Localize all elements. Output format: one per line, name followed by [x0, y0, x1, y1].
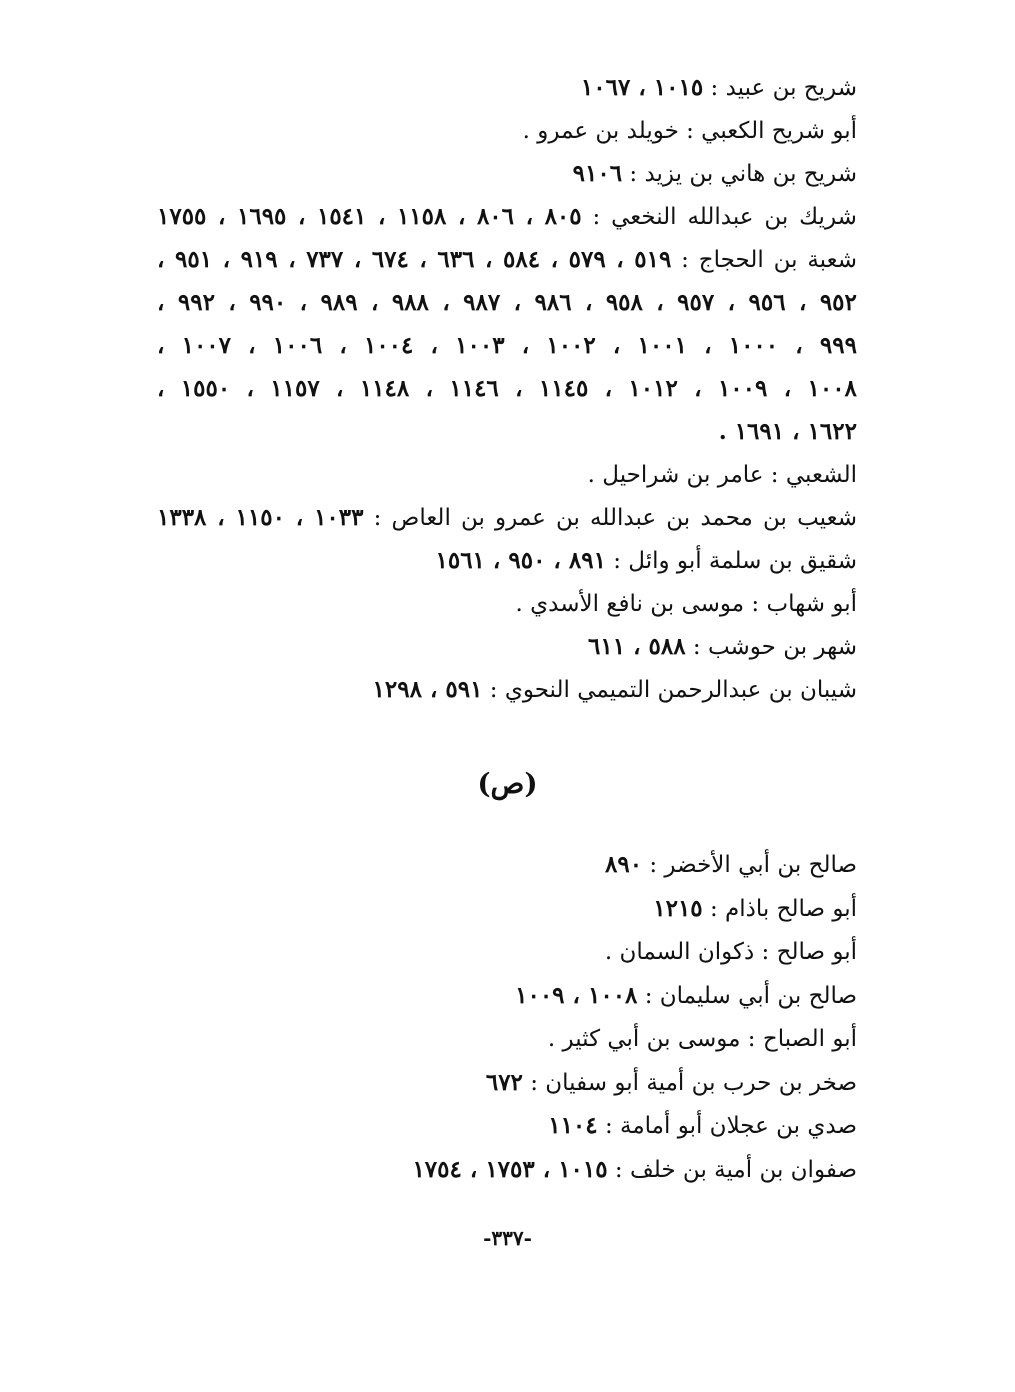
index-entry	[157, 887, 857, 931]
entry-refs: ٥٨٨ ، ٦١١	[588, 633, 686, 660]
index-entry	[157, 195, 857, 238]
index-entry-continuation	[157, 324, 857, 367]
index-entry	[157, 152, 857, 195]
entry-refs: ٨٠٥ ، ٨٠٦ ، ١١٥٨ ، ١٥٤١ ، ١٦٩٥ ، ١٧٥٥	[157, 203, 582, 230]
entry-refs: ١٠٣٣ ، ١١٥٠ ، ١٣٣٨	[157, 504, 364, 531]
entry-name: شهر بن حوشب :	[685, 634, 857, 660]
entry-name: أبو صالح : ذكوان السمان .	[604, 939, 857, 965]
entry-name: شريح بن هاني بن يزيد :	[622, 161, 857, 187]
entry-refs: ٩١٠٦	[572, 160, 623, 187]
section-heading: (ص)	[477, 767, 538, 800]
index-entry	[157, 238, 857, 281]
index-entry	[157, 453, 857, 496]
index-entry-continuation	[157, 367, 857, 410]
entry-name: شريك بن عبدالله النخعي :	[581, 204, 857, 230]
index-entry	[157, 843, 857, 887]
index-entry	[157, 1148, 857, 1192]
entry-refs: ١٠٠٨ ، ١٠٠٩ ، ١٠١٢ ، ١١٤٥ ، ١١٤٦ ، ١١٤٨ ، ١١٥٧ ، ١٥٥٠ ،	[157, 375, 857, 402]
index-entries-sad	[157, 843, 857, 1191]
entry-refs: ١٦٢٢ ، ١٦٩١ .	[718, 418, 857, 445]
index-entry	[157, 539, 857, 582]
index-entry	[157, 496, 857, 539]
index-entry	[157, 109, 857, 152]
entry-name: أبو شهاب : موسى بن نافع الأسدي .	[515, 591, 857, 617]
page-number: -٣٣٧-	[483, 1226, 532, 1250]
entry-name: أبو شريح الكعبي : خويلد بن عمرو .	[522, 118, 857, 144]
entry-refs: ١٠١٥ ، ١٧٥٣ ، ١٧٥٤	[412, 1155, 608, 1183]
entry-name: شريح بن عبيد :	[703, 75, 857, 101]
entry-refs: ٩٩٩ ، ١٠٠٠ ، ١٠٠١ ، ١٠٠٢ ، ١٠٠٣ ، ١٠٠٤ ، ١٠٠٦ ، ١٠٠٧ ،	[157, 332, 857, 359]
entry-refs: ١٢١٥	[653, 894, 703, 922]
entry-refs: ٥١٩ ، ٥٧٩ ، ٥٨٤ ، ٦٣٦ ، ٦٧٤ ، ٧٣٧ ، ٩١٩ ، ٩٥١ ،	[157, 246, 672, 273]
entry-refs: ٨٩٠	[605, 851, 643, 878]
index-entries-shin	[157, 66, 857, 711]
index-entry	[157, 1061, 857, 1105]
entry-name: شعيب بن محمد بن عبدالله بن عمرو بن العاص :	[363, 505, 857, 531]
entry-name: صالح بن أبي الأخضر :	[642, 852, 857, 878]
index-entry	[157, 625, 857, 668]
index-entry	[157, 66, 857, 109]
entry-name: صخر بن حرب بن أمية أبو سفيان :	[522, 1069, 857, 1096]
entry-refs: ١١٠٤	[548, 1112, 598, 1139]
entry-name: شقيق بن سلمة أبو وائل :	[605, 548, 857, 574]
entry-name: الشعبي : عامر بن شراحيل .	[587, 462, 857, 488]
index-entry	[157, 1104, 857, 1148]
entry-name: صفوان بن أمية بن خلف :	[607, 1156, 857, 1183]
entry-name: صالح بن أبي سليمان :	[637, 982, 857, 1009]
entry-refs: ١٠١٥ ، ١٠٦٧	[580, 74, 704, 101]
entry-refs: ٨٩١ ، ٩٥٠ ، ١٥٦١	[435, 547, 606, 574]
index-entry	[157, 974, 857, 1018]
entry-refs: ١٠٠٨ ، ١٠٠٩	[515, 981, 638, 1009]
entry-refs: ٥٩١ ، ١٢٩٨	[372, 676, 483, 703]
index-entry	[157, 930, 857, 974]
index-entry	[157, 668, 857, 711]
entry-name: صدي بن عجلان أبو أمامة :	[597, 1113, 857, 1139]
entry-name: أبو صالح باذام :	[702, 895, 857, 922]
entry-name: شيبان بن عبدالرحمن التميمي النحوي :	[482, 677, 857, 703]
index-entry-continuation	[157, 410, 857, 453]
index-entry-continuation	[157, 281, 857, 324]
entry-refs: ٦٧٢	[485, 1068, 523, 1096]
index-entry	[157, 1017, 857, 1061]
entry-name: أبو الصباح : موسى بن أبي كثير .	[547, 1026, 857, 1052]
entry-name: شعبة بن الحجاج :	[671, 247, 857, 273]
entry-refs: ٩٥٢ ، ٩٥٦ ، ٩٥٧ ، ٩٥٨ ، ٩٨٦ ، ٩٨٧ ، ٩٨٨ ، ٩٨٩ ، ٩٩٠ ، ٩٩٢ ،	[157, 289, 857, 316]
index-entry	[157, 582, 857, 625]
